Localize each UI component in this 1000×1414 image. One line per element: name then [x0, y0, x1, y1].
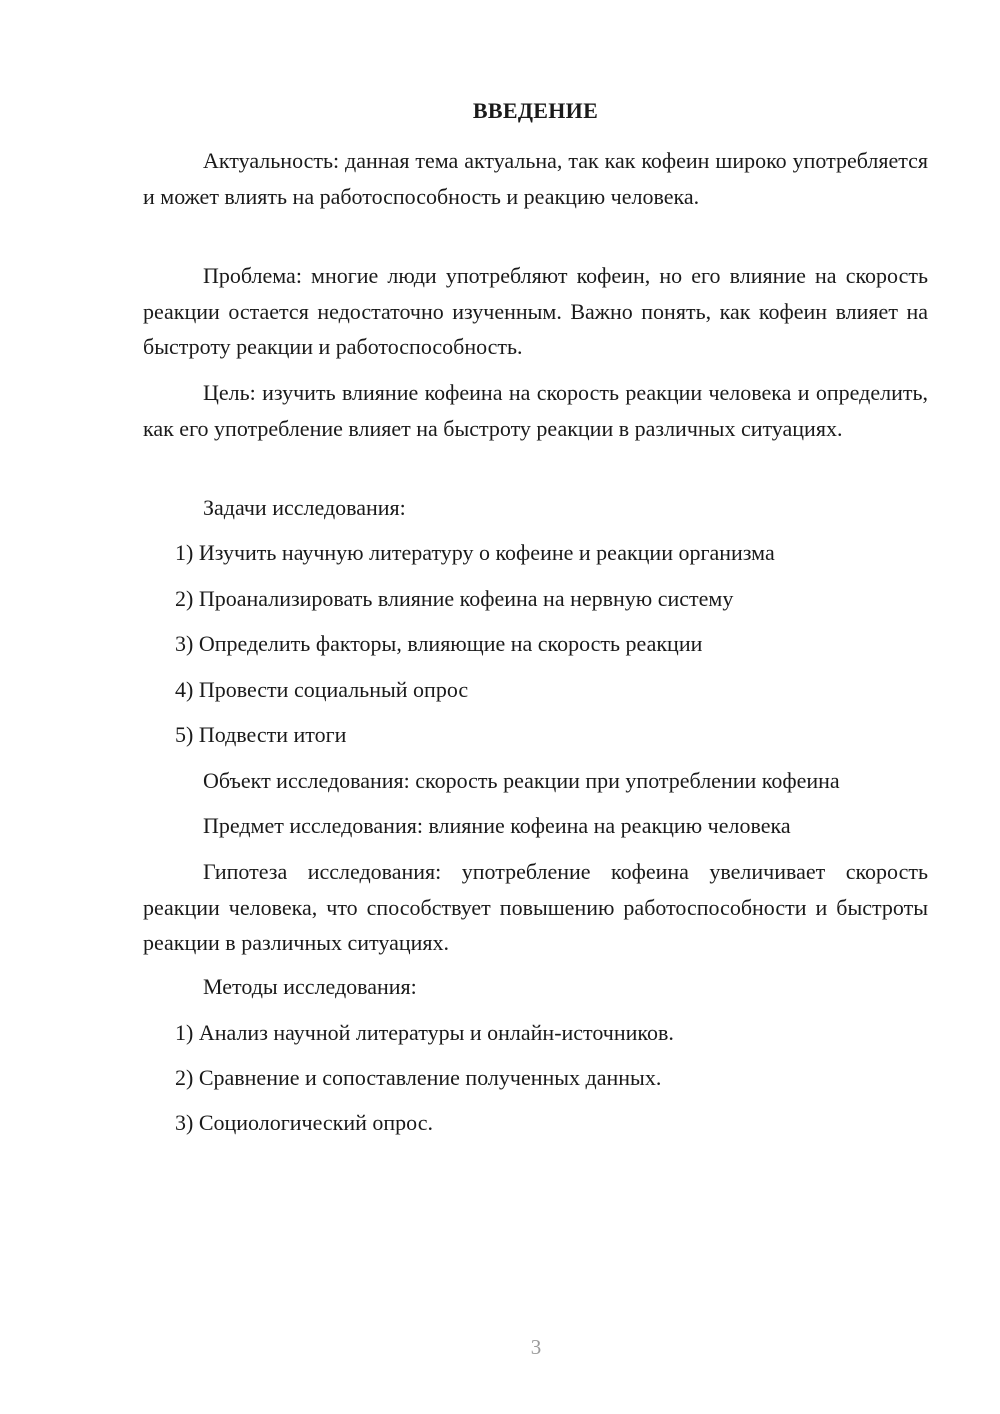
methods-heading: Методы исследования:: [203, 974, 417, 999]
subject-line: Предмет исследования: влияние кофеина на реакцию человека: [203, 813, 791, 838]
page-number: 3: [530, 1335, 542, 1359]
method-item: 1) Анализ научной литературы и онлайн-источников.: [175, 1020, 674, 1045]
object-line: Объект исследования: скорость реакции при употреблении кофеина: [203, 768, 840, 793]
problem-paragraph: Проблема: многие люди употребляют кофеин, но его влияние на скорость реакции остается недостаточно изученным. Важно понять, как кофеин влияет на быстроту реакции и работоспособность.: [143, 263, 928, 359]
task-item: 1) Изучить научную литературу о кофеине и реакции организма: [175, 540, 775, 565]
tasks-heading: Задачи исследования:: [203, 495, 406, 520]
task-item: 3) Определить факторы, влияющие на скорость реакции: [175, 631, 703, 656]
task-item: 4) Провести социальный опрос: [175, 677, 469, 702]
method-item: 2) Сравнение и сопоставление полученных данных.: [175, 1065, 662, 1090]
task-item: 2) Проанализировать влияние кофеина на нервную систему: [175, 586, 734, 611]
hypothesis-paragraph: Гипотеза исследования: употребление кофеина увеличивает скорость реакции человека, что способствует повышению работоспособности и быстроты реакции в различных ситуациях.: [143, 859, 928, 955]
goal-paragraph: Цель: изучить влияние кофеина на скорость реакции человека и определить, как его употребление влияет на быстроту реакции в различных ситуациях.: [143, 380, 928, 441]
page-title: ВВЕДЕНИЕ: [472, 98, 599, 123]
relevance-paragraph: Актуальность: данная тема актуальна, так как кофеин широко употребляется и может влиять на работоспособность и реакцию человека.: [143, 148, 928, 209]
task-item: 5) Подвести итоги: [175, 722, 347, 747]
method-item: 3) Социологический опрос.: [175, 1110, 433, 1135]
